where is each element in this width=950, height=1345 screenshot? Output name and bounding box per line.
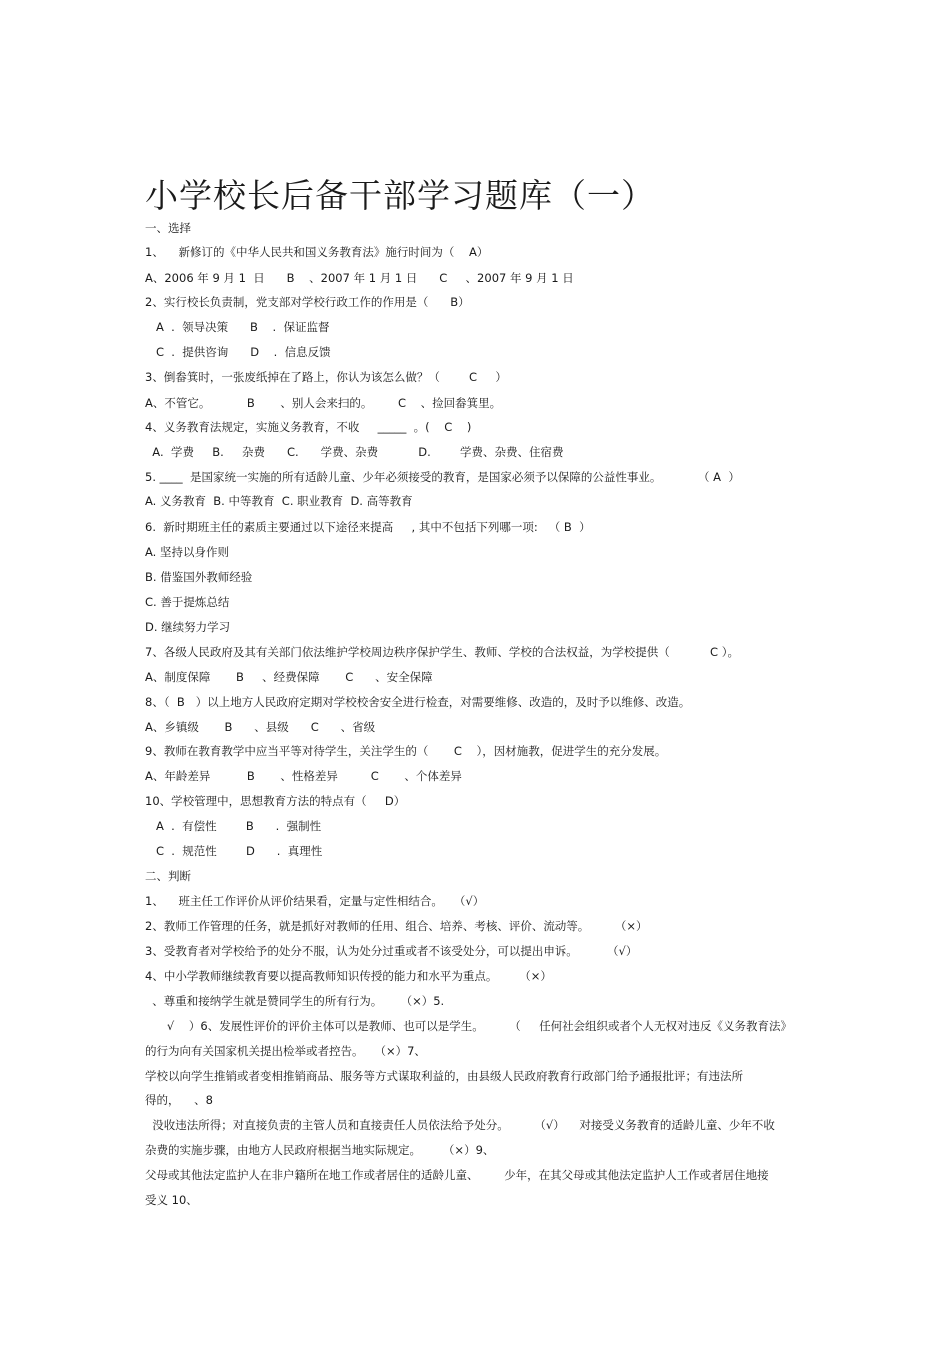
question-8-options: A、乡镇级 B 、县级 C 、省级 <box>145 720 376 734</box>
question-10: 10、学校管理中，思想教育方法的特点有（ D） <box>145 794 406 808</box>
question-6-option-c: C. 善于提炼总结 <box>145 595 230 609</box>
judge-10: 受义 10、 <box>145 1193 198 1207</box>
question-2-options-cd: C . 提供咨询 D . 信息反馈 <box>145 345 331 359</box>
question-6: 6. 新时期班主任的素质主要通过以下途径来提高 , 其中不包括下列哪一项: （ B ） <box>145 520 591 534</box>
question-2-options-ab: A . 领导决策 B . 保证监督 <box>145 320 330 334</box>
judge-6: √ ）6、发展性评价的评价主体可以是教师、也可以是学生。 （ 任何社会组织或者个人无权对违反《义务教育法》 <box>145 1019 793 1033</box>
question-4: 4、义务教育法规定，实施义务教育，不收 _____ 。( C ) <box>145 420 472 434</box>
page-title: 小学校长后备干部学习题库（一） <box>145 176 655 215</box>
judge-3: 3、受教育者对学校给予的处分不服，认为处分过重或者不该受处分，可以提出申诉。 （√） <box>145 944 638 958</box>
judge-4: 4、中小学教师继续教育要以提高教师知识传授的能力和水平为重点。 （×） <box>145 969 552 983</box>
question-7: 7、各级人民政府及其有关部门依法维护学校周边秩序保护学生、教师、学校的合法权益，为学校提供（ C ）。 <box>145 645 739 659</box>
judge-7-continued: 得的， 、8 <box>145 1093 213 1107</box>
question-4-options: A. 学费 B. 杂费 C. 学费、杂费 D. 学费、杂费、住宿费 <box>145 445 564 459</box>
section-heading-judge: 二、判断 <box>145 869 191 883</box>
question-5: 5. ____ 是国家统一实施的所有适龄儿童、少年必须接受的教育，是国家必须予以保障的公益性事业。 （ A ） <box>145 470 740 484</box>
judge-9: 父母或其他法定监护人在非户籍所在地工作或者居住的适龄儿童、 少年，在其父母或其他法定监护人工作或者居住地接 <box>145 1168 769 1182</box>
judge-8: 没收违法所得；对直接负责的主管人员和直接责任人员依法给予处分。 （√） 对接受义务教育的适龄儿童、少年不收 <box>145 1118 775 1132</box>
question-6-option-a: A. 坚持以身作则 <box>145 545 229 559</box>
judge-1: 1、 班主任工作评价从评价结果看，定量与定性相结合。 （√） <box>145 894 485 908</box>
question-1: 1、 新修订的《中华人民共和国义务教育法》施行时间为（ A） <box>145 245 489 259</box>
question-5-options: A. 义务教育 B. 中等教育 C. 职业教育 D. 高等教育 <box>145 494 413 508</box>
question-3: 3、倒畚箕时，一张废纸掉在了路上，你认为该怎么做？（ C ） <box>145 370 507 384</box>
question-3-options: A、不管它。 B 、别人会来扫的。 C 、捡回畚箕里。 <box>145 396 502 410</box>
section-heading-choice: 一、选择 <box>145 221 191 235</box>
judge-7: 学校以向学生推销或者变相推销商品、服务等方式谋取利益的，由县级人民政府教育行政部门给予通报批评；有违法所 <box>145 1069 743 1083</box>
question-10-options-ab: A . 有偿性 B . 强制性 <box>145 819 322 833</box>
question-7-options: A、制度保障 B 、经费保障 C 、安全保障 <box>145 670 433 684</box>
question-9-options: A、年龄差异 B 、性格差异 C 、个体差异 <box>145 769 462 783</box>
question-9: 9、教师在教育教学中应当平等对待学生，关注学生的（ C ），因材施教，促进学生的充分发展。 <box>145 744 667 758</box>
question-6-option-b: B. 借鉴国外教师经验 <box>145 570 253 584</box>
question-10-options-cd: C . 规范性 D . 真理性 <box>145 844 323 858</box>
question-8: 8、（ B ）以上地方人民政府定期对学校校舍安全进行检查，对需要维修、改造的，及时予以维修、改造。 <box>145 695 691 709</box>
question-1-options: A、2006 年 9 月 1 日 B 、2007 年 1 月 1 日 C 、2007 年 9 月 1 日 <box>145 271 574 285</box>
judge-2: 2、教师工作管理的任务，就是抓好对教师的任用、组合、培养、考核、评价、流动等。 （×） <box>145 919 648 933</box>
question-6-option-d: D. 继续努力学习 <box>145 620 231 634</box>
judge-8-continued: 杂费的实施步骤，由地方人民政府根据当地实际规定。 （×）9、 <box>145 1143 495 1157</box>
judge-5: 、尊重和接纳学生就是赞同学生的所有行为。 （×）5. <box>145 994 445 1008</box>
judge-6-continued: 的行为向有关国家机关提出检举或者控告。 （×）7、 <box>145 1044 426 1058</box>
question-2: 2、实行校长负责制，党支部对学校行政工作的作用是（ B） <box>145 295 470 309</box>
